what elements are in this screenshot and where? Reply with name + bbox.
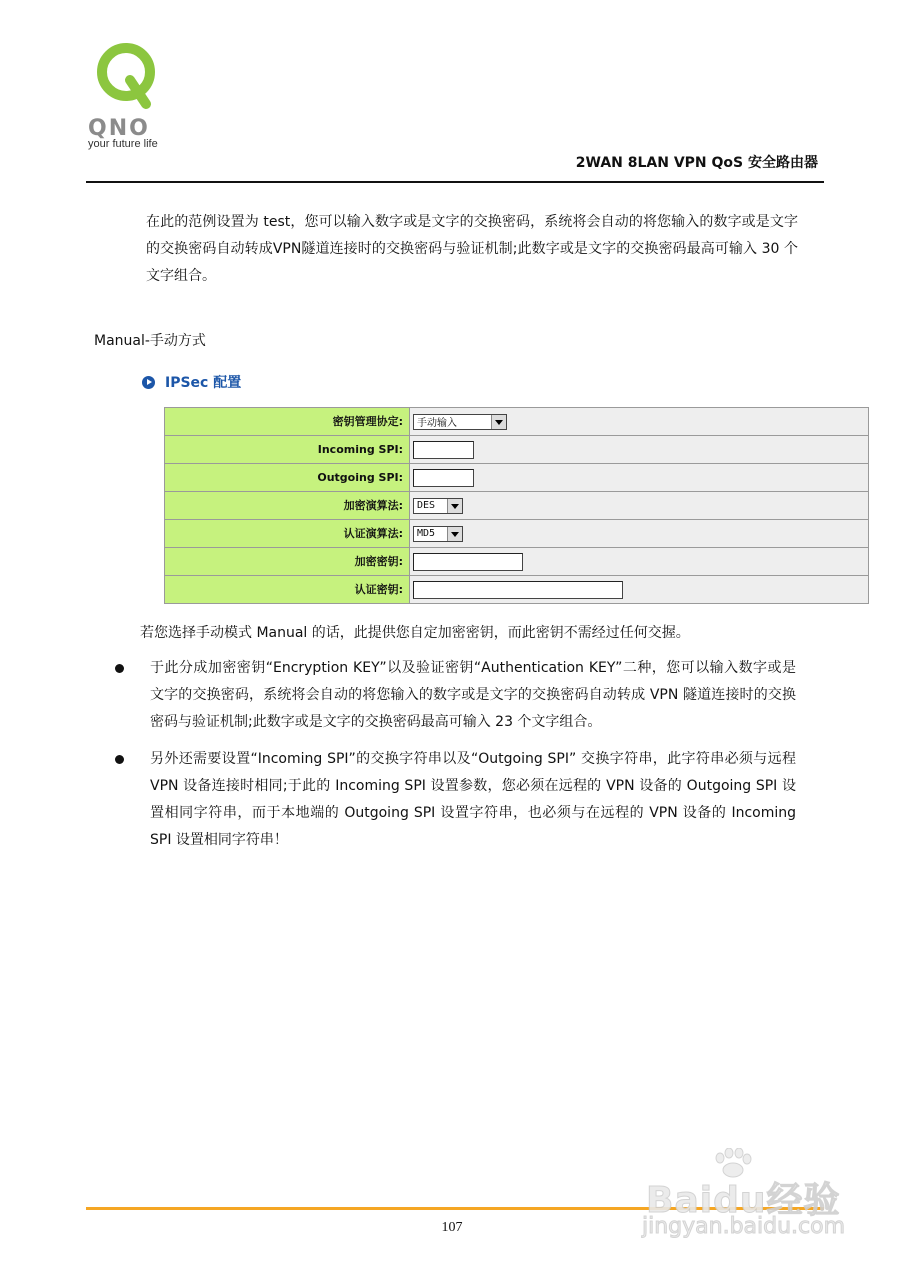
auth-key-input[interactable] (413, 581, 623, 599)
header-divider (86, 181, 824, 183)
chevron-down-icon (447, 499, 462, 513)
baidu-watermark (640, 1148, 860, 1278)
page-number: 107 (441, 1220, 463, 1235)
auth-key-label: 认证密钥: (165, 576, 410, 603)
arrow-circle-icon (142, 376, 155, 389)
incoming-spi-label: Incoming SPI: (165, 436, 410, 463)
auth-algorithm-label: 认证演算法: (165, 520, 410, 547)
chevron-down-icon (491, 415, 506, 429)
table-row (165, 520, 868, 548)
ipsec-section-title (142, 372, 241, 392)
qno-q-icon (96, 42, 160, 110)
logo-slogan: your future life (88, 138, 158, 150)
bullet-item-keys: 于此分成加密密钥“Encryption KEY”以及验证密钥“Authentication KEY”二种，您可以输入数字或是文字的交换密码，系统将会自动的将您输入的数字或是文字的交换密码自动转成 VPN 隧道连接时的交换密码与验证机制;此数字或是文字的交换密码最高可输入 23 个文字组合。 (150, 660, 796, 730)
table-row (165, 408, 868, 436)
manual-mode-paragraph: 若您选择手动模式 Manual 的话，此提供您自定加密密钥，而此密钥不需经过任何交握。 (140, 625, 690, 641)
encryption-algorithm-label: 加密演算法: (165, 492, 410, 519)
bullet-dot-icon (115, 664, 124, 673)
key-mgmt-label: 密钥管理协定: (165, 408, 410, 435)
auth-algorithm-select[interactable]: MD5 (413, 526, 463, 542)
encryption-key-input[interactable] (413, 553, 523, 571)
incoming-spi-input[interactable] (413, 441, 474, 459)
chevron-down-icon (447, 527, 462, 541)
manual-section-label: Manual-手动方式 (94, 333, 206, 349)
encryption-algorithm-select[interactable]: DES (413, 498, 463, 514)
bullet-item-spi: 另外还需要设置“Incoming SPI”的交换字符串以及“Outgoing SPI” 交换字符串，此字符串必须与远程 VPN 设备连接时相同;于此的 Incoming SPI 设置参数，您必须在远程的 VPN 设备的 Outgoing SPI 设置相同字符串，而于本地端的 Outgoing SPI 设置字符串，也必须与在远程的 VPN 设备的 Incoming SPI 设置相同字符串！ (150, 751, 796, 848)
watermark-url: jingyan.baidu.com (642, 1214, 846, 1239)
outgoing-spi-input[interactable] (413, 469, 474, 487)
key-mgmt-select[interactable]: 手动输入 (413, 414, 507, 430)
qno-logo (88, 42, 198, 152)
ipsec-title-label: IPSec 配置 (165, 375, 242, 391)
encryption-key-label: 加密密钥: (165, 548, 410, 575)
table-row (165, 464, 868, 492)
table-row (165, 576, 868, 603)
table-row (165, 436, 868, 464)
document-title: 2WAN 8LAN VPN QoS 安全路由器 (575, 155, 818, 171)
intro-paragraph: 在此的范例设置为 test，您可以输入数字或是文字的交换密码，系统将会自动的将您输入的数字或是文字的交换密码自动转成VPN隧道连接时的交换密码与验证机制;此数字或是文字的交换密码最高可输入 30 个文字组合。 (146, 214, 798, 284)
table-row (165, 492, 868, 520)
bullet-dot-icon (115, 755, 124, 764)
ipsec-config-table (164, 407, 869, 604)
logo-wordmark: QNO (88, 116, 150, 141)
watermark-text: Baidu经验 (646, 1180, 841, 1221)
table-row (165, 548, 868, 576)
outgoing-spi-label: Outgoing SPI: (165, 464, 410, 491)
